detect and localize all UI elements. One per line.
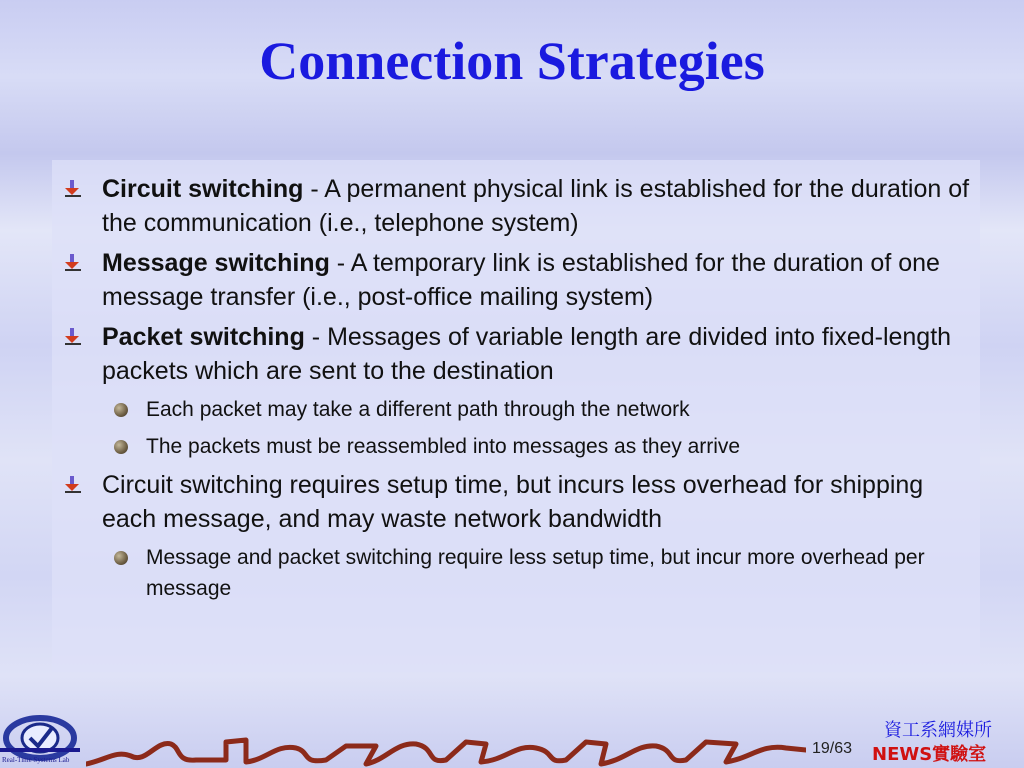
bullet-packet-switching: Packet switching - Messages of variable length are divided into fixed-length packets which are sent to the destination (64, 320, 974, 388)
lab-label: NEWS實驗室 (872, 744, 987, 765)
bullet-circuit-switching: Circuit switching - A permanent physical link is established for the duration of the communication (i.e., telephone system) (64, 172, 974, 240)
bullet-term: Message switching (102, 249, 330, 277)
bullet-text: A temporary link is established for the duration of one message transfer (i.e., post-office mailing system) (102, 249, 940, 311)
page-number: 19/63 (812, 740, 853, 757)
bullet-text: Messages of variable length are divided into fixed-length packets which are sent to the destination (102, 323, 952, 385)
arrow-bullet-icon (64, 476, 84, 494)
round-dot-icon (114, 440, 128, 454)
slide-title: Connection Strategies (259, 31, 765, 91)
bullet-term: Circuit switching (102, 175, 304, 203)
sub-bullet: The packets must be reassembled into messages as they arrive (110, 431, 974, 462)
bullet-text: A permanent physical link is established for the duration of the communication (i.e., telephone system) (102, 175, 970, 237)
logo-caption: Real-Time Systems Lab (2, 756, 70, 764)
department-label: 資工系網媒所 (884, 720, 992, 741)
round-dot-icon (114, 403, 128, 417)
arrow-bullet-icon (64, 254, 84, 272)
sub-bullet: Message and packet switching require less setup time, but incur more overhead per message (110, 542, 974, 604)
round-dot-icon (114, 551, 128, 565)
bullet-term: Packet switching (102, 323, 305, 351)
footer-decoration (86, 730, 806, 768)
bullet-comparison (64, 468, 974, 536)
sub-bullet: Each packet may take a different path through the network (110, 394, 974, 425)
bullet-text: Circuit switching requires setup time, but incurs less overhead for shipping each message, and may waste network bandwidth (102, 471, 924, 533)
arrow-bullet-icon (64, 328, 84, 346)
bullet-message-switching: Message switching - A temporary link is established for the duration of one message transfer (i.e., post-office mailing system) (64, 246, 974, 314)
arrow-bullet-icon (64, 180, 84, 198)
bullet-list (64, 172, 974, 610)
